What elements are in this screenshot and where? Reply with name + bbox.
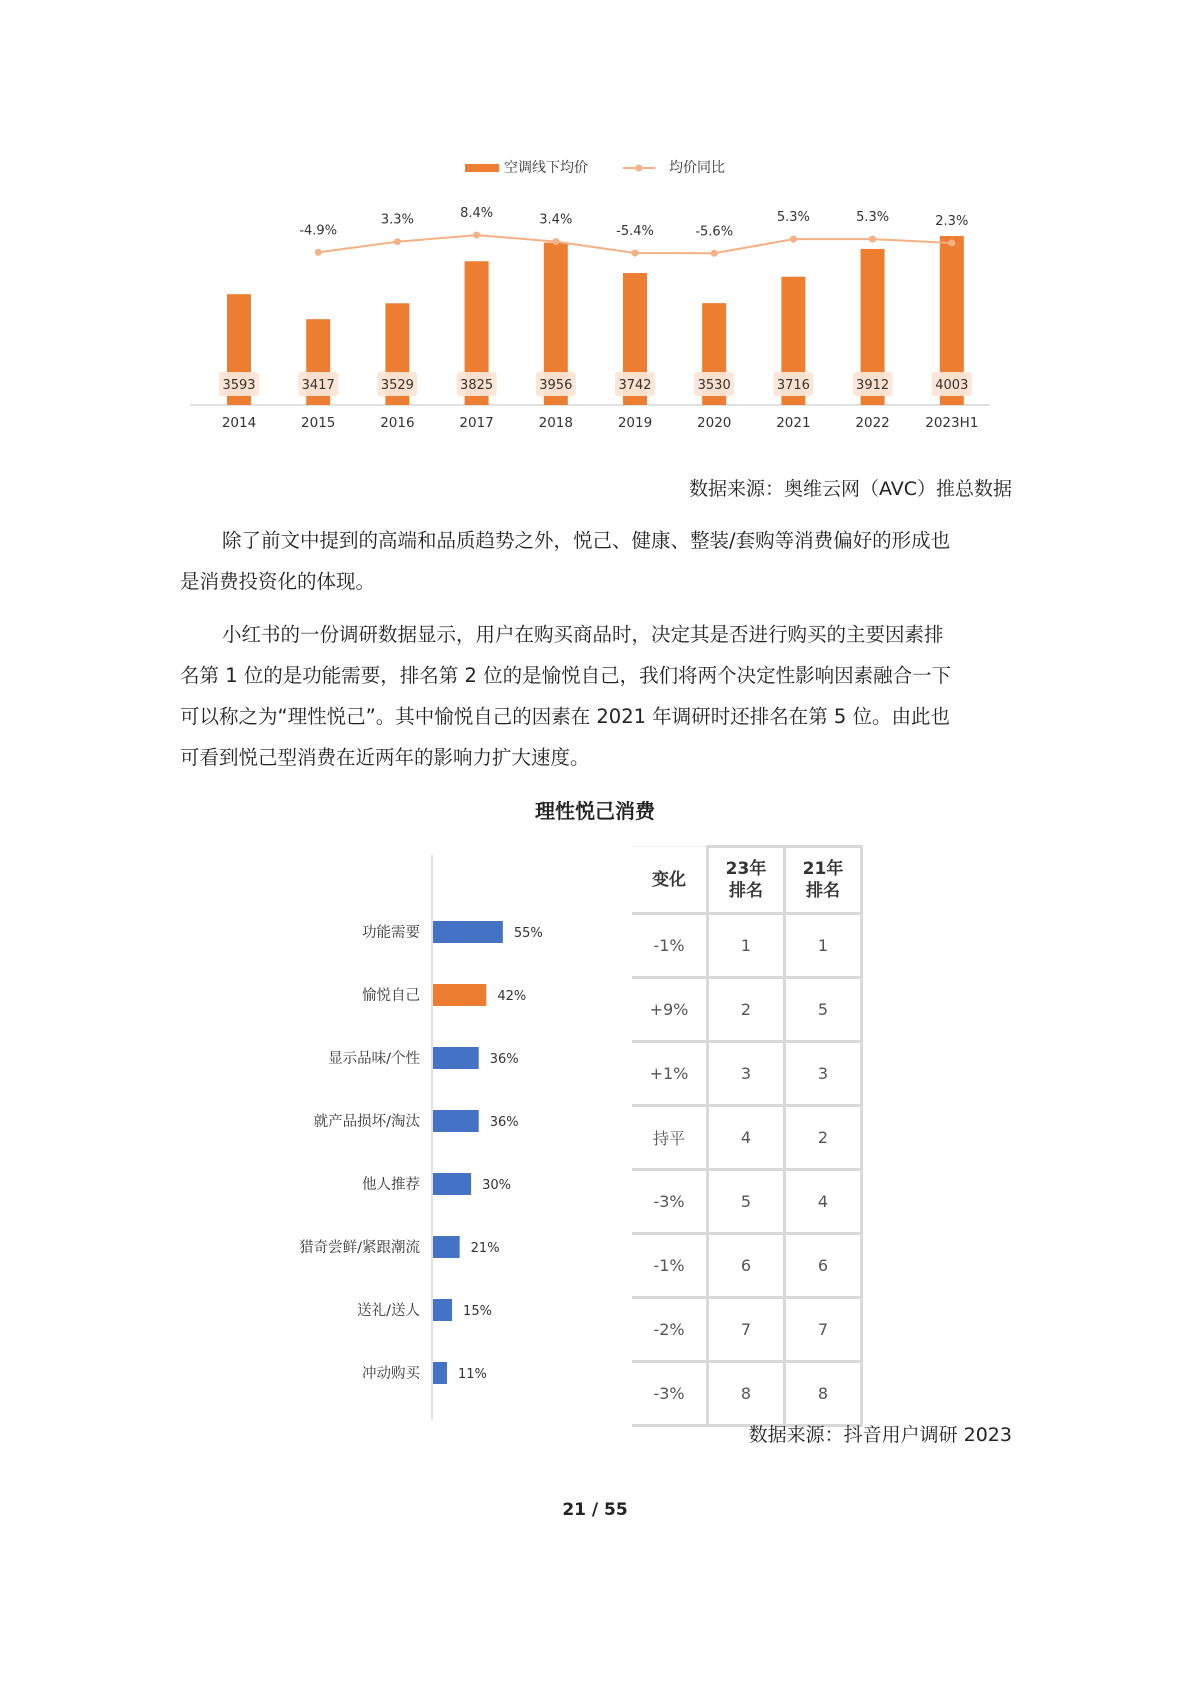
legend-bar-swatch bbox=[465, 164, 499, 172]
bar-value-label: 3956 bbox=[539, 378, 573, 393]
cell-rank-23: 4 bbox=[708, 1106, 785, 1170]
bar bbox=[433, 1173, 471, 1195]
category-label: 功能需要 bbox=[362, 925, 420, 941]
x-tick-label: 2017 bbox=[459, 415, 494, 431]
cell-change: -2% bbox=[632, 1298, 708, 1362]
header-change: 变化 bbox=[632, 847, 708, 914]
cell-change: -1% bbox=[632, 1234, 708, 1298]
cell-rank-23: 3 bbox=[708, 1042, 785, 1106]
x-tick-label: 2021 bbox=[776, 415, 811, 431]
category-label: 冲动购买 bbox=[362, 1366, 420, 1382]
paragraph-2-line-1: 小红书的一份调研数据显示，用户在购买商品时，决定其是否进行购买的主要因素排 bbox=[222, 623, 944, 646]
bar-value-label: 3417 bbox=[301, 378, 335, 393]
yoy-label: -4.9% bbox=[299, 223, 338, 239]
table-row bbox=[632, 1362, 862, 1426]
paragraph-2-line-3: 可以称之为“理性悦己”。其中愉悦自己的因素在 2021 年调研时还排名在第 5 位。由此也 bbox=[180, 705, 951, 728]
bar-value-label: 3912 bbox=[856, 378, 890, 393]
purchase-factor-chart bbox=[270, 835, 630, 1420]
yoy-label: -5.6% bbox=[695, 224, 734, 240]
header-rank-21 bbox=[785, 847, 862, 914]
bar-value-label: 3742 bbox=[618, 378, 652, 393]
yoy-label: -5.4% bbox=[616, 224, 654, 240]
bar bbox=[433, 1110, 479, 1132]
bar bbox=[433, 1236, 460, 1258]
cell-rank-21: 8 bbox=[785, 1362, 862, 1426]
paragraph-2-line-4: 可看到悦己型消费在近两年的影响力扩大速度。 bbox=[180, 746, 590, 769]
x-tick-label: 2020 bbox=[697, 415, 732, 431]
paragraph-2-line-2: 名第 1 位的是功能需要，排名第 2 位的是愉悦自己，我们将两个决定性影响因素融合一下 bbox=[180, 664, 952, 687]
table-row bbox=[632, 978, 862, 1042]
bar-value-label: 3593 bbox=[222, 378, 256, 393]
bar-value-label: 3716 bbox=[776, 378, 810, 393]
yoy-label: 8.4% bbox=[460, 206, 494, 222]
bar-value-label: 3530 bbox=[697, 378, 731, 393]
bar-value-label: 42% bbox=[497, 989, 527, 1004]
cell-rank-23: 1 bbox=[708, 914, 785, 978]
bar bbox=[433, 984, 486, 1006]
chart1-source: 数据来源：奥维云网（AVC）推总数据 bbox=[688, 478, 1012, 500]
cell-rank-21: 5 bbox=[785, 978, 862, 1042]
yoy-point bbox=[790, 236, 797, 243]
cell-rank-23: 7 bbox=[708, 1298, 785, 1362]
legend-label: 均价同比 bbox=[669, 160, 725, 176]
x-tick-label: 2019 bbox=[617, 415, 653, 431]
yoy-point bbox=[711, 250, 718, 257]
cell-rank-21: 4 bbox=[785, 1170, 862, 1234]
bar-value-label: 30% bbox=[482, 1178, 512, 1193]
category-label: 愉悦自己 bbox=[362, 988, 420, 1004]
ranking-table bbox=[632, 845, 863, 1427]
yoy-point bbox=[632, 250, 639, 257]
x-tick-label: 2018 bbox=[538, 415, 573, 431]
table-row bbox=[632, 1298, 862, 1362]
bar-value-label: 4003 bbox=[935, 378, 969, 393]
bar-value-label: 36% bbox=[489, 1052, 519, 1067]
cell-rank-23: 8 bbox=[708, 1362, 785, 1426]
legend-label: 空调线下均价 bbox=[504, 160, 588, 176]
table-row bbox=[632, 914, 862, 978]
header-rank-23-text: 23年 排名 bbox=[725, 859, 767, 901]
bar-value-label: 15% bbox=[463, 1304, 492, 1319]
cell-rank-21: 2 bbox=[785, 1106, 862, 1170]
yoy-label: 5.3% bbox=[856, 210, 890, 226]
yoy-point bbox=[552, 238, 559, 245]
yoy-point bbox=[473, 232, 480, 239]
paragraph-1-line-2: 是消费投资化的体现。 bbox=[180, 570, 376, 593]
table-row bbox=[632, 1234, 862, 1298]
yoy-point bbox=[948, 240, 955, 247]
table-row bbox=[632, 1170, 862, 1234]
x-tick-label: 2015 bbox=[301, 415, 336, 431]
bar bbox=[433, 1299, 452, 1321]
bar bbox=[433, 921, 503, 943]
x-tick-label: 2023H1 bbox=[925, 415, 979, 431]
category-label: 猎奇尝鲜/紧跟潮流 bbox=[299, 1240, 420, 1256]
x-tick-label: 2022 bbox=[855, 415, 890, 431]
paragraph-2 bbox=[180, 614, 1012, 778]
yoy-point bbox=[315, 249, 322, 256]
category-label: 就产品损坏/淘汰 bbox=[313, 1114, 420, 1130]
survey-chart-title: 理性悦己消费 bbox=[535, 799, 655, 823]
cell-change: -3% bbox=[632, 1362, 708, 1426]
category-label: 显示品味/个性 bbox=[328, 1051, 420, 1067]
page-number: 21 / 55 bbox=[562, 1500, 628, 1520]
header-rank-21-text: 21年 排名 bbox=[802, 859, 844, 901]
x-tick-label: 2014 bbox=[221, 415, 257, 431]
ac-price-chart bbox=[190, 150, 1000, 440]
paragraph-1-line-1: 除了前文中提到的高端和品质趋势之外，悦己、健康、整装/套购等消费偏好的形成也 bbox=[222, 529, 951, 552]
cell-change: 持平 bbox=[632, 1106, 708, 1170]
yoy-label: 3.3% bbox=[380, 212, 414, 228]
cell-rank-23: 6 bbox=[708, 1234, 785, 1298]
table-row bbox=[632, 1042, 862, 1106]
bar-value-label: 11% bbox=[457, 1367, 487, 1382]
cell-rank-23: 2 bbox=[708, 978, 785, 1042]
category-label: 送礼/送人 bbox=[357, 1303, 420, 1319]
yoy-point bbox=[394, 238, 401, 245]
bar bbox=[433, 1362, 447, 1384]
cell-change: +9% bbox=[632, 978, 708, 1042]
cell-change: -3% bbox=[632, 1170, 708, 1234]
cell-rank-21: 7 bbox=[785, 1298, 862, 1362]
chart2-source: 数据来源：抖音用户调研 2023 bbox=[748, 1424, 1012, 1446]
bar-value-label: 3825 bbox=[460, 378, 494, 393]
cell-change: -1% bbox=[632, 914, 708, 978]
paragraph-1 bbox=[180, 520, 1012, 602]
cell-change: +1% bbox=[632, 1042, 708, 1106]
x-tick-label: 2016 bbox=[380, 415, 415, 431]
bar-value-label: 3529 bbox=[380, 378, 414, 393]
cell-rank-21: 6 bbox=[785, 1234, 862, 1298]
bar-value-label: 55% bbox=[513, 926, 543, 941]
ranking-table-header bbox=[632, 847, 862, 914]
legend-line-marker bbox=[636, 165, 643, 172]
bar-value-label: 21% bbox=[470, 1241, 500, 1256]
cell-rank-21: 1 bbox=[785, 914, 862, 978]
bar-value-label: 36% bbox=[489, 1115, 519, 1130]
yoy-label: 3.4% bbox=[539, 212, 573, 228]
yoy-point bbox=[869, 236, 876, 243]
category-label: 他人推荐 bbox=[362, 1177, 420, 1193]
cell-rank-21: 3 bbox=[785, 1042, 862, 1106]
table-row bbox=[632, 1106, 862, 1170]
yoy-label: 2.3% bbox=[935, 214, 969, 230]
bar bbox=[433, 1047, 479, 1069]
cell-rank-23: 5 bbox=[708, 1170, 785, 1234]
yoy-label: 5.3% bbox=[776, 210, 810, 226]
header-rank-23 bbox=[708, 847, 785, 914]
